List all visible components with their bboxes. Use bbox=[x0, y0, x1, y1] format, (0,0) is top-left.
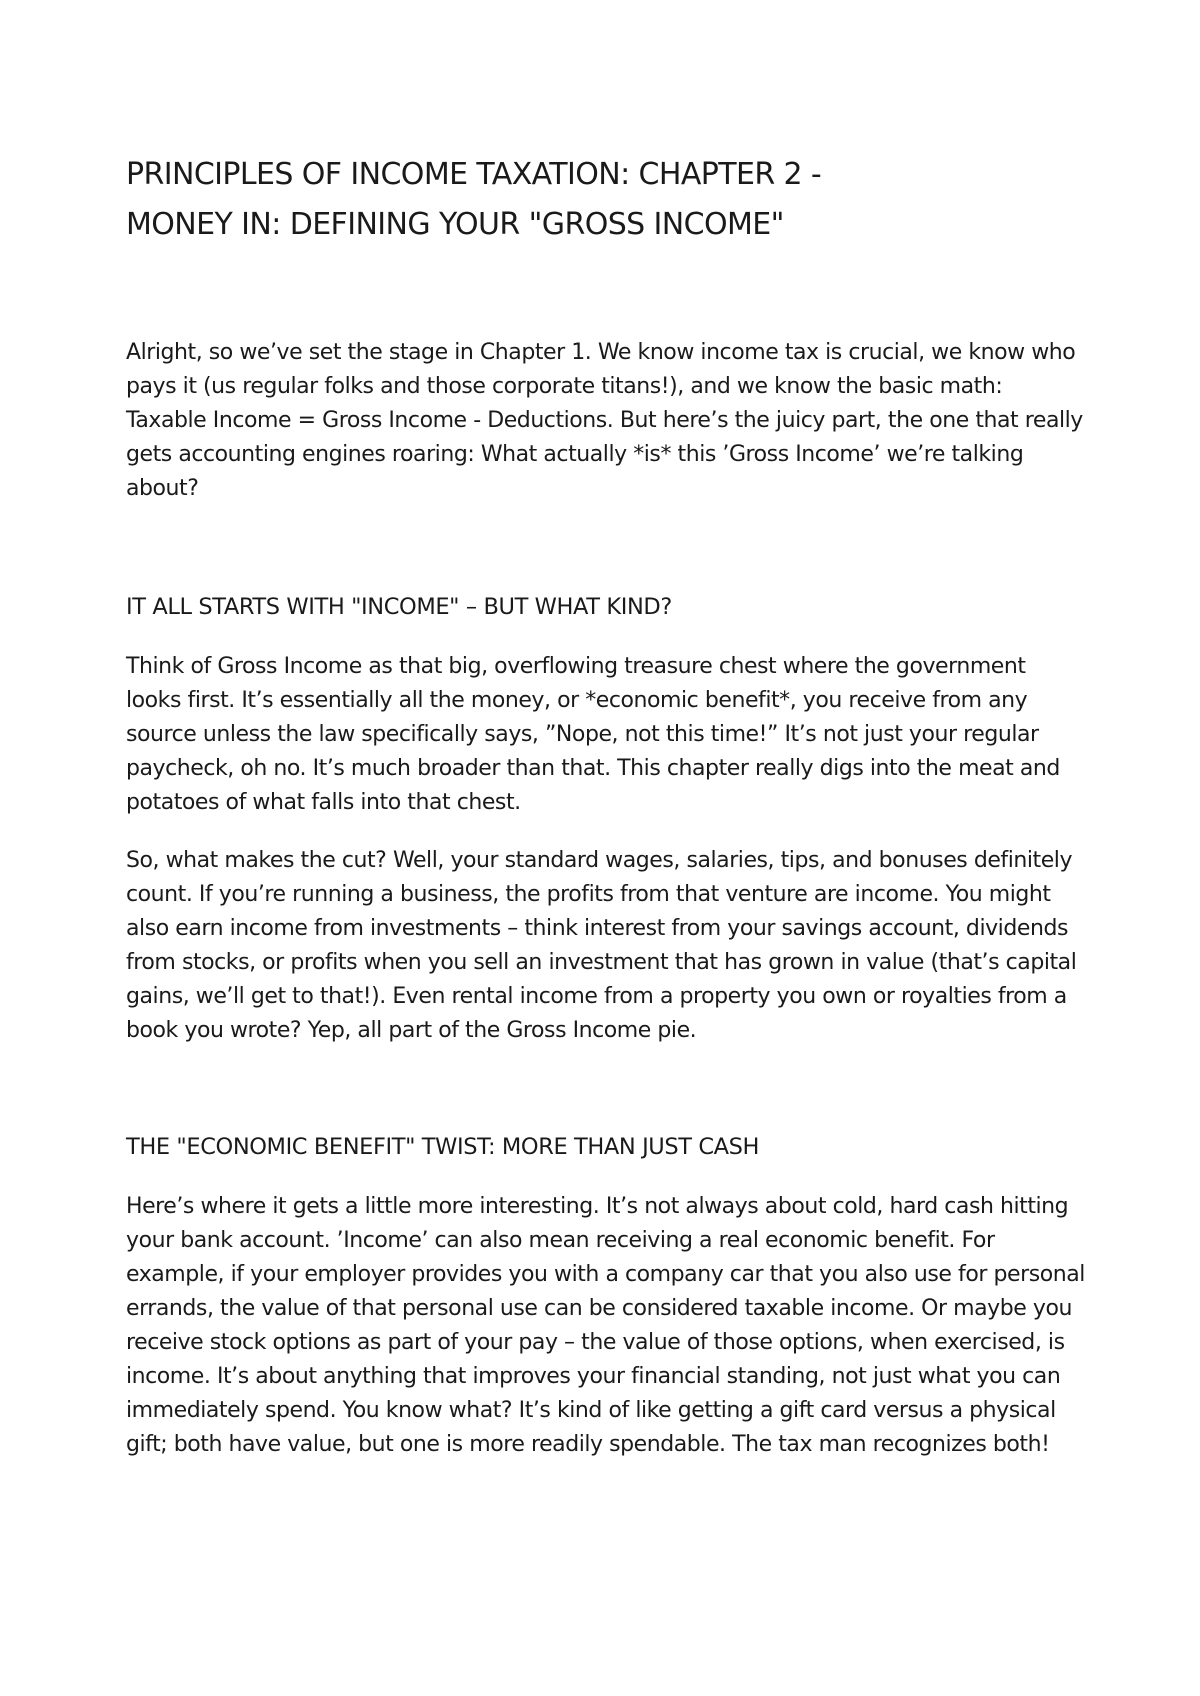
section-heading-income-kind: IT ALL STARTS WITH "INCOME" – BUT WHAT KIND? bbox=[126, 594, 672, 620]
section-1-paragraph-2: So, what makes the cut? Well, your standard wages, salaries, tips, and bonuses definitely count. If you’re running a business, the profits from that venture are income. You might also earn income from investments – think interest from your savings account, dividends from stocks, or profits when you sell an investment that has grown in value (that’s capital gains, we’ll get to that!). Even rental income from a property you own or royalties from a book you wrote? Yep, all part of the Gross Income pie. bbox=[126, 848, 1077, 1043]
document-title-line-1: PRINCIPLES OF INCOME TAXATION: CHAPTER 2 - bbox=[126, 157, 822, 192]
section-heading-economic-benefit: THE "ECONOMIC BENEFIT" TWIST: MORE THAN JUST CASH bbox=[126, 1134, 760, 1160]
document-page bbox=[126, 150, 1086, 1462]
section-2-paragraph-1: Here’s where it gets a little more interesting. It’s not always about cold, hard cash hitting your bank account. ’Income’ can also mean receiving a real economic benefit. For example, if your employer provides you with a company car that you also use for personal errands, the value of that personal use can be considered taxable income. Or maybe you receive stock options as part of your pay – the value of those options, when exercised, is income. It’s about anything that improves your financial standing, not just what you can immediately spend. You know what? It’s kind of like getting a gift card versus a physical gift; both have value, but one is more readily spendable. The tax man recognizes both! bbox=[126, 1194, 1085, 1457]
section-1-paragraph-1: Think of Gross Income as that big, overflowing treasure chest where the government looks first. It’s essentially all the money, or *economic benefit*, you receive from any source unless the law specifically says, ”Nope, not this time!” It’s not just your regular paycheck, oh no. It’s much broader than that. This chapter really digs into the meat and potatoes of what falls into that chest. bbox=[126, 654, 1060, 815]
document-title bbox=[126, 150, 1086, 250]
intro-paragraph: Alright, so we’ve set the stage in Chapter 1. We know income tax is crucial, we know who pays it (us regular folks and those corporate titans!), and we know the basic math: Taxable Income = Gross Income - Deductions. But here’s the juicy part, the one that really gets accounting engines roaring: What actually *is* this ’Gross Income’ we’re talking about? bbox=[126, 340, 1083, 501]
document-title-line-2: MONEY IN: DEFINING YOUR "GROSS INCOME" bbox=[126, 207, 784, 242]
